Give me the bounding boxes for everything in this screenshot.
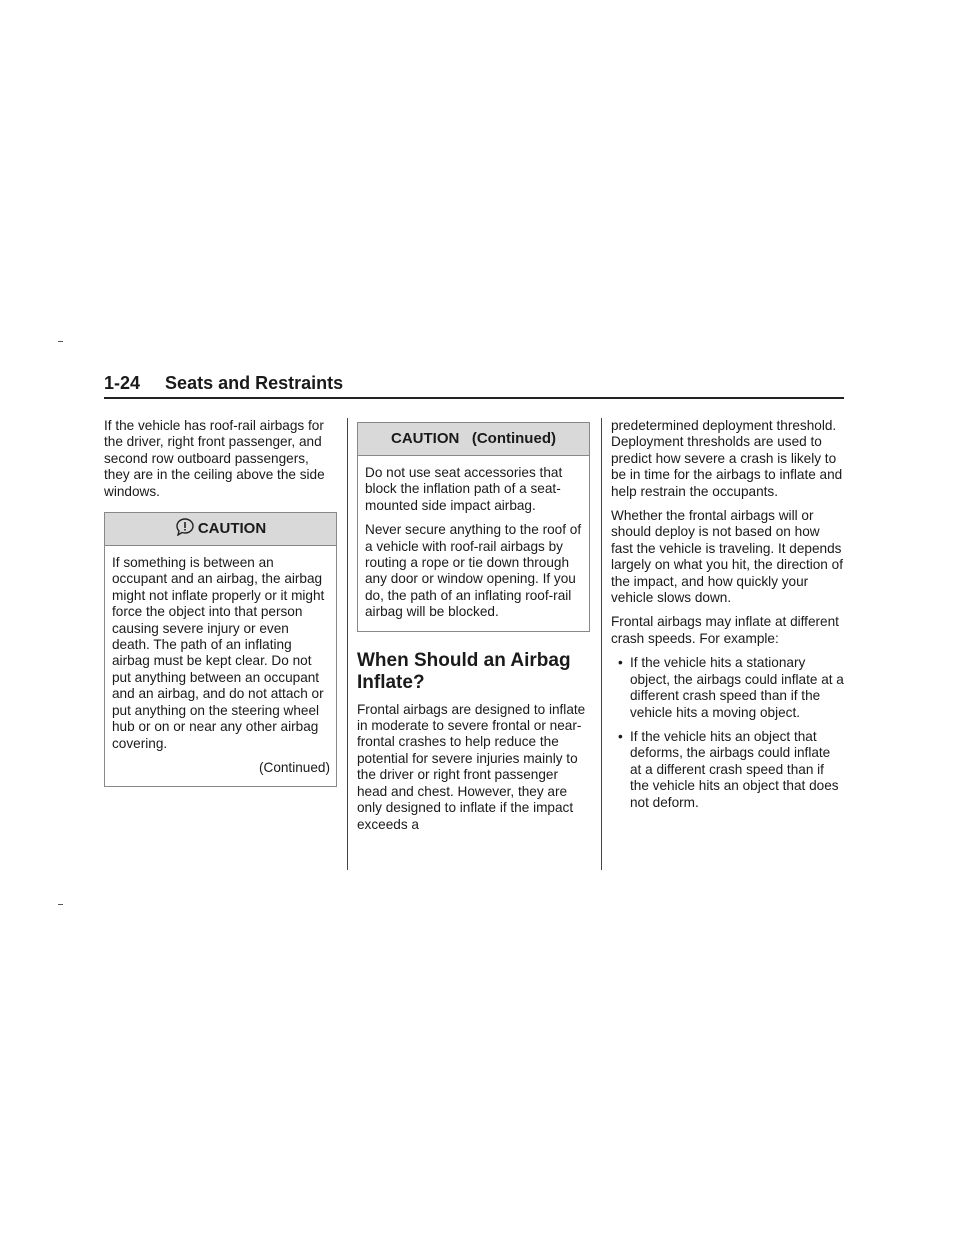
bullet-list [611,655,844,811]
crop-mark [58,341,63,342]
caution-text: Do not use seat accessories that block the inflation path of a seat-mounted side impact airbag. [365,465,563,513]
caution-body [105,546,336,786]
caution-continued-box [357,422,590,632]
page-number: 1-24 [104,373,141,393]
column-left [104,418,337,787]
continued-note: (Continued) [258,759,330,775]
list-item-text: If the vehicle hits a stationary object, the airbags could inflate at a different crash speed than if the vehicle hits a moving object. [630,655,844,720]
caution-continued-header: CAUTION (Continued) [358,423,589,456]
list-item [611,729,844,811]
body-paragraph: Whether the frontal airbags will or should deploy is not based on how fast the vehicle is traveling. It depends largely on what you hit, the direction of the impact, and how quickly your vehicle slows down. [611,508,843,606]
caution-text: Never secure anything to the roof of a vehicle with roof-rail airbags by routing a rope or tie down through any door or window opening. If you do, the path of an inflating roof-rail airbag will be blocked. [365,522,582,620]
list-item [611,655,844,721]
column-middle [357,418,590,841]
bullet-icon: • [618,655,623,671]
bullet-icon: • [618,728,623,744]
caution-title: CAUTION [197,520,267,538]
warning-icon [175,516,195,548]
section-heading: When Should an Airbag Inflate? [357,649,571,693]
intro-paragraph: If the vehicle has roof-rail airbags for the driver, right front passenger, and second row outboard passengers, they are in the ceiling above the side windows. [104,418,325,499]
body-paragraph: Frontal airbags may inflate at different crash speeds. For example: [611,614,839,646]
crop-mark [58,904,63,905]
section-title: Seats and Restraints [165,373,344,393]
page-header [104,372,844,399]
caution-text: If something is between an occupant and an airbag, the airbag might not inflate properly or it might force the object into that person causing severe injury or even death. The path of an inflating airbag must be kept clear. Do not put anything between an occupant and an airbag, and do not attach or put anything on the steering wheel hub or on or near any other airbag covering. [112,555,325,751]
list-item-text: If the vehicle hits an object that deforms, the airbags could inflate at a different crash speed than if the vehicle hits an object that does not deform. [630,728,839,810]
body-paragraph: predetermined deployment threshold. Deployment thresholds are used to predict how severe a crash is likely to be in time for the airbags to inflate and help restrain the occupants. [611,418,843,499]
caution-box [104,512,337,787]
column-right [611,418,844,819]
column-divider [347,418,348,870]
body-paragraph: Frontal airbags are designed to inflate in moderate to severe frontal or near-frontal crashes to help reduce the potential for severe injuries mainly to the driver or right front passenger head and chest. However, they are only designed to inflate if the impact exceeds a [357,701,586,832]
column-divider [601,418,602,870]
caution-body [358,456,589,631]
caution-header [105,513,336,546]
